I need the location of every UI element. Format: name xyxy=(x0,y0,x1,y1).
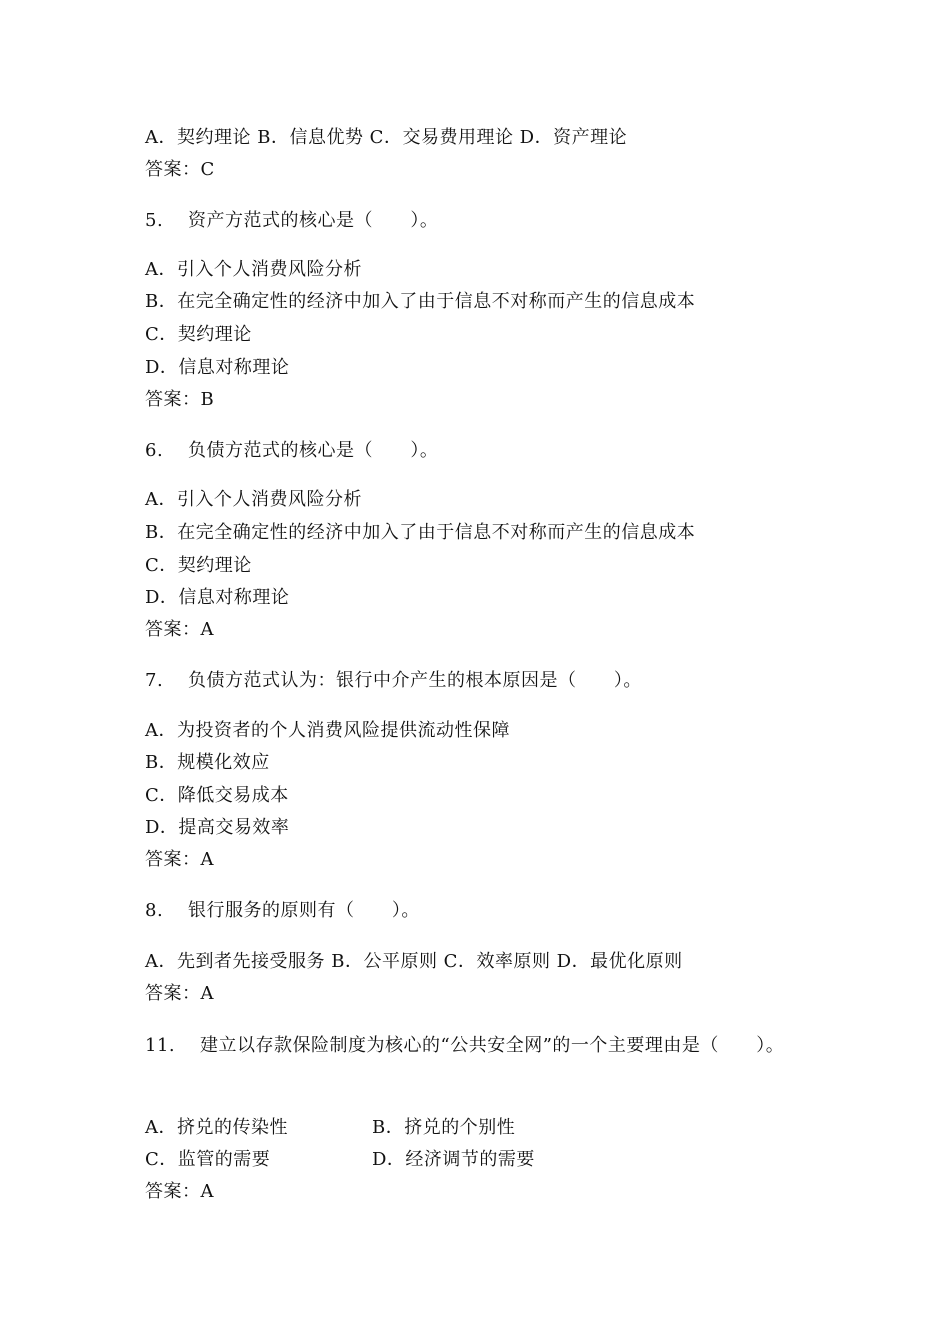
q6-question: 6. 负债方范式的核心是（ ）。 xyxy=(145,440,439,461)
q8-options: A．先到者先接受服务 B．公平原则 C．效率原则 D．最优化原则 xyxy=(145,951,683,972)
q6-answer: 答案：A xyxy=(145,619,214,640)
q5-question: 5. 资产方范式的核心是（ ）。 xyxy=(145,210,439,231)
q5-answer: 答案：B xyxy=(145,389,215,410)
q11-answer: 答案：A xyxy=(145,1181,214,1202)
q6-option-c: C．契约理论 xyxy=(145,555,252,576)
q7-answer: 答案：A xyxy=(145,849,214,870)
q11-option-c: C．监管的需要 xyxy=(145,1149,271,1170)
q8-question: 8. 银行服务的原则有（ ）。 xyxy=(145,900,420,921)
q5-option-c: C．契约理论 xyxy=(145,324,252,345)
q7-option-d: D．提高交易效率 xyxy=(145,817,290,838)
q6-option-b: B．在完全确定性的经济中加入了由于信息不对称而产生的信息成本 xyxy=(145,522,696,543)
q5-option-b: B．在完全确定性的经济中加入了由于信息不对称而产生的信息成本 xyxy=(145,291,696,312)
q11-question: 11. 建立以存款保险制度为核心的“公共安全网”的一个主要理由是（ ）。 xyxy=(145,1035,785,1056)
q4-options: A．契约理论 B．信息优势 C．交易费用理论 D．资产理论 xyxy=(145,127,628,148)
q7-option-c: C．降低交易成本 xyxy=(145,785,289,806)
q11-option-b: B．挤兑的个别性 xyxy=(372,1117,516,1138)
q6-option-d: D．信息对称理论 xyxy=(145,587,290,608)
q6-option-a: A．引入个人消费风险分析 xyxy=(145,489,362,510)
q8-answer: 答案：A xyxy=(145,983,214,1004)
q11-option-d: D．经济调节的需要 xyxy=(372,1149,535,1170)
q11-option-a: A．挤兑的传染性 xyxy=(145,1117,288,1138)
q7-option-a: A．为投资者的个人消费风险提供流动性保障 xyxy=(145,720,510,741)
q7-question: 7. 负债方范式认为：银行中介产生的根本原因是（ ）。 xyxy=(145,670,642,691)
q4-answer: 答案：C xyxy=(145,159,215,180)
q7-option-b: B．规模化效应 xyxy=(145,752,270,773)
q5-option-d: D．信息对称理论 xyxy=(145,357,290,378)
q5-option-a: A．引入个人消费风险分析 xyxy=(145,259,362,280)
